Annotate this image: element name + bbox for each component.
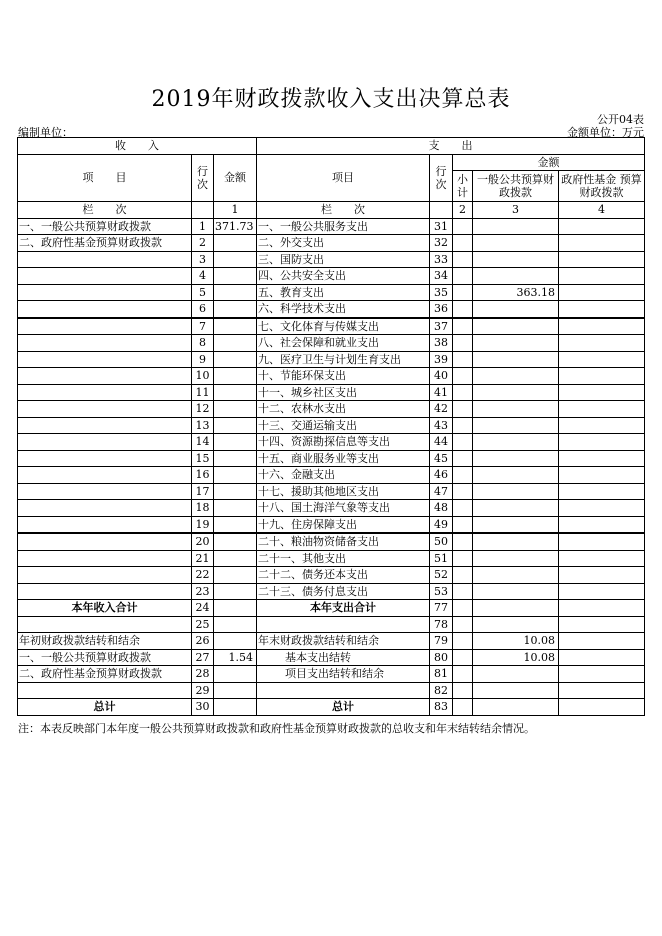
expense-line-no-cell: 44 bbox=[430, 434, 453, 451]
gov-fund-header: 政府性基金 预算财政拨款 bbox=[559, 171, 645, 202]
income-item-cell bbox=[18, 335, 192, 352]
income-amount-cell bbox=[214, 500, 257, 517]
gov-fund-cell bbox=[559, 417, 645, 434]
table-row bbox=[18, 351, 645, 368]
table-row bbox=[18, 682, 645, 699]
income-amount-cell bbox=[214, 567, 257, 584]
expense-item-cell: 十、节能环保支出 bbox=[257, 368, 430, 385]
income-amount-cell bbox=[214, 335, 257, 352]
general-budget-cell bbox=[473, 600, 559, 617]
subtotal-cell bbox=[453, 218, 473, 235]
subtotal-cell bbox=[453, 633, 473, 650]
gov-fund-cell bbox=[559, 268, 645, 285]
income-line-no-cell: 29 bbox=[192, 682, 214, 699]
gov-fund-cell bbox=[559, 450, 645, 467]
prepared-by-label: 编制单位： bbox=[18, 126, 73, 139]
table-row bbox=[18, 384, 645, 401]
gov-fund-cell bbox=[559, 284, 645, 301]
col-label-income: 栏 次 bbox=[18, 202, 192, 219]
subtotal-cell bbox=[453, 550, 473, 567]
income-line-no-cell: 20 bbox=[192, 533, 214, 550]
subtotal-header: 小计 bbox=[453, 171, 473, 202]
table-row bbox=[18, 600, 645, 617]
income-line-no-cell: 24 bbox=[192, 600, 214, 617]
table-row bbox=[18, 649, 645, 666]
general-budget-cell bbox=[473, 516, 559, 533]
general-budget-cell bbox=[473, 235, 559, 252]
subtotal-cell bbox=[453, 351, 473, 368]
income-line-no-cell: 8 bbox=[192, 335, 214, 352]
subtotal-cell bbox=[453, 417, 473, 434]
table-row bbox=[18, 318, 645, 335]
table-row bbox=[18, 368, 645, 385]
income-line-no-cell: 3 bbox=[192, 251, 214, 268]
subtotal-cell bbox=[453, 682, 473, 699]
income-item-cell: 总计 bbox=[18, 699, 192, 716]
income-line-no-cell: 21 bbox=[192, 550, 214, 567]
gov-fund-cell bbox=[559, 434, 645, 451]
expense-item-cell: 十三、交通运输支出 bbox=[257, 417, 430, 434]
expense-line-no-cell: 46 bbox=[430, 467, 453, 484]
general-budget-cell bbox=[473, 368, 559, 385]
expense-item-cell bbox=[257, 616, 430, 633]
gov-fund-cell bbox=[559, 351, 645, 368]
table-row bbox=[18, 483, 645, 500]
subtotal-cell bbox=[453, 666, 473, 683]
table-row bbox=[18, 699, 645, 716]
income-line-no-cell: 1 bbox=[192, 218, 214, 235]
gov-fund-cell bbox=[559, 318, 645, 335]
income-line-no-cell: 4 bbox=[192, 268, 214, 285]
table-row bbox=[18, 301, 645, 318]
general-budget-cell bbox=[473, 450, 559, 467]
expense-item-cell: 项目支出结转和结余 bbox=[257, 666, 430, 683]
gov-fund-cell bbox=[559, 483, 645, 500]
col-3: 3 bbox=[473, 202, 559, 219]
income-item-cell bbox=[18, 368, 192, 385]
general-budget-cell bbox=[473, 218, 559, 235]
expense-line-no-cell: 42 bbox=[430, 401, 453, 418]
general-budget-cell bbox=[473, 666, 559, 683]
expense-item-header: 项目 bbox=[257, 154, 430, 202]
income-item-cell: 一、一般公共预算财政拨款 bbox=[18, 218, 192, 235]
income-line-no-cell: 10 bbox=[192, 368, 214, 385]
expense-item-cell: 年末财政拨款结转和结余 bbox=[257, 633, 430, 650]
expense-line-no-cell: 48 bbox=[430, 500, 453, 517]
gov-fund-cell bbox=[559, 533, 645, 550]
general-budget-cell bbox=[473, 301, 559, 318]
income-line-no-cell: 19 bbox=[192, 516, 214, 533]
general-budget-cell bbox=[473, 500, 559, 517]
table-row bbox=[18, 567, 645, 584]
general-budget-cell bbox=[473, 567, 559, 584]
income-amount-cell: 371.73 bbox=[214, 218, 257, 235]
gov-fund-cell bbox=[559, 368, 645, 385]
income-item-cell: 二、政府性基金预算财政拨款 bbox=[18, 235, 192, 252]
income-line-no-cell: 25 bbox=[192, 616, 214, 633]
expense-item-cell: 一、一般公共服务支出 bbox=[257, 218, 430, 235]
income-line-no-cell: 18 bbox=[192, 500, 214, 517]
income-item-cell: 年初财政拨款结转和结余 bbox=[18, 633, 192, 650]
expense-line-no-cell: 37 bbox=[430, 318, 453, 335]
gov-fund-cell bbox=[559, 301, 645, 318]
income-amount-cell bbox=[214, 666, 257, 683]
income-item-cell bbox=[18, 251, 192, 268]
income-line-no-cell: 23 bbox=[192, 583, 214, 600]
table-row bbox=[18, 417, 645, 434]
income-amount-cell bbox=[214, 516, 257, 533]
general-budget-cell bbox=[473, 351, 559, 368]
income-amount-cell bbox=[214, 301, 257, 318]
expense-line-no-cell: 83 bbox=[430, 699, 453, 716]
income-item-cell bbox=[18, 351, 192, 368]
general-budget-cell bbox=[473, 251, 559, 268]
gov-fund-cell bbox=[559, 567, 645, 584]
table-row bbox=[18, 533, 645, 550]
income-item-cell bbox=[18, 384, 192, 401]
subtotal-cell bbox=[453, 251, 473, 268]
income-item-cell bbox=[18, 450, 192, 467]
income-amount-cell bbox=[214, 417, 257, 434]
general-budget-cell: 10.08 bbox=[473, 633, 559, 650]
expense-item-cell: 二十、粮油物资储备支出 bbox=[257, 533, 430, 550]
income-amount-cell bbox=[214, 368, 257, 385]
subtotal-cell bbox=[453, 583, 473, 600]
income-item-cell: 一、一般公共预算财政拨款 bbox=[18, 649, 192, 666]
expense-item-cell: 六、科学技术支出 bbox=[257, 301, 430, 318]
general-budget-cell bbox=[473, 682, 559, 699]
expense-item-cell: 十四、资源勘探信息等支出 bbox=[257, 434, 430, 451]
gov-fund-cell bbox=[559, 666, 645, 683]
general-budget-header: 一般公共预算财政拨款 bbox=[473, 171, 559, 202]
table-row bbox=[18, 401, 645, 418]
expense-line-no-cell: 79 bbox=[430, 633, 453, 650]
general-budget-cell bbox=[473, 384, 559, 401]
subtotal-cell bbox=[453, 284, 473, 301]
expense-item-cell: 本年支出合计 bbox=[257, 600, 430, 617]
income-line-no-cell: 28 bbox=[192, 666, 214, 683]
income-line-no-cell: 30 bbox=[192, 699, 214, 716]
table-row bbox=[18, 583, 645, 600]
income-item-cell bbox=[18, 533, 192, 550]
income-header: 收 入 bbox=[18, 138, 257, 155]
expense-line-no-cell: 47 bbox=[430, 483, 453, 500]
table-row bbox=[18, 335, 645, 352]
expense-line-no-cell: 53 bbox=[430, 583, 453, 600]
subtotal-cell bbox=[453, 567, 473, 584]
gov-fund-cell bbox=[559, 251, 645, 268]
income-amount-cell bbox=[214, 268, 257, 285]
subtotal-cell bbox=[453, 268, 473, 285]
subtotal-cell bbox=[453, 467, 473, 484]
expense-item-cell: 二十二、债务还本支出 bbox=[257, 567, 430, 584]
expense-line-no-cell: 39 bbox=[430, 351, 453, 368]
subtotal-cell bbox=[453, 516, 473, 533]
expense-line-no-cell: 43 bbox=[430, 417, 453, 434]
subtotal-cell bbox=[453, 401, 473, 418]
expense-item-cell: 十一、城乡社区支出 bbox=[257, 384, 430, 401]
income-amount-cell bbox=[214, 583, 257, 600]
expense-item-cell: 九、医疗卫生与计划生育支出 bbox=[257, 351, 430, 368]
income-amount-cell bbox=[214, 284, 257, 301]
income-amount-cell: 1.54 bbox=[214, 649, 257, 666]
subtotal-cell bbox=[453, 500, 473, 517]
general-budget-cell bbox=[473, 318, 559, 335]
income-amount-cell bbox=[214, 467, 257, 484]
gov-fund-cell bbox=[559, 699, 645, 716]
amount-group-header: 金额 bbox=[453, 154, 645, 171]
expense-item-cell: 七、文化体育与传媒支出 bbox=[257, 318, 430, 335]
subtotal-cell bbox=[453, 368, 473, 385]
income-amount-cell bbox=[214, 318, 257, 335]
expense-item-cell: 十二、农林水支出 bbox=[257, 401, 430, 418]
general-budget-cell bbox=[473, 335, 559, 352]
expense-line-no-cell: 50 bbox=[430, 533, 453, 550]
income-item-cell bbox=[18, 682, 192, 699]
gov-fund-cell bbox=[559, 384, 645, 401]
income-line-no-cell: 15 bbox=[192, 450, 214, 467]
table-row bbox=[18, 434, 645, 451]
gov-fund-cell bbox=[559, 516, 645, 533]
income-line-no-cell: 9 bbox=[192, 351, 214, 368]
expense-line-no-cell: 51 bbox=[430, 550, 453, 567]
subtotal-cell bbox=[453, 699, 473, 716]
expense-item-cell: 十六、金融支出 bbox=[257, 467, 430, 484]
income-line-no-cell: 16 bbox=[192, 467, 214, 484]
income-amount-cell bbox=[214, 550, 257, 567]
expense-item-cell: 三、国防支出 bbox=[257, 251, 430, 268]
expense-line-no-cell: 32 bbox=[430, 235, 453, 252]
income-amount-cell bbox=[214, 235, 257, 252]
table-row bbox=[18, 235, 645, 252]
expense-item-cell: 十八、国土海洋气象等支出 bbox=[257, 500, 430, 517]
table-row bbox=[18, 500, 645, 517]
expense-line-no-cell: 49 bbox=[430, 516, 453, 533]
income-item-cell bbox=[18, 417, 192, 434]
expense-item-cell: 二、外交支出 bbox=[257, 235, 430, 252]
income-amount-cell bbox=[214, 533, 257, 550]
income-amount-cell bbox=[214, 434, 257, 451]
subtotal-cell bbox=[453, 434, 473, 451]
income-amount-cell bbox=[214, 251, 257, 268]
table-row bbox=[18, 616, 645, 633]
income-line-no-cell: 7 bbox=[192, 318, 214, 335]
general-budget-cell bbox=[473, 401, 559, 418]
income-amount-cell bbox=[214, 483, 257, 500]
table-row bbox=[18, 550, 645, 567]
subtotal-cell bbox=[453, 483, 473, 500]
income-item-cell bbox=[18, 583, 192, 600]
income-item-cell bbox=[18, 268, 192, 285]
expense-line-no-cell: 38 bbox=[430, 335, 453, 352]
expense-line-no-cell: 36 bbox=[430, 301, 453, 318]
table-row bbox=[18, 633, 645, 650]
gov-fund-cell bbox=[559, 616, 645, 633]
expense-line-no-cell: 35 bbox=[430, 284, 453, 301]
general-budget-cell bbox=[473, 699, 559, 716]
expense-item-cell: 十九、住房保障支出 bbox=[257, 516, 430, 533]
table-row bbox=[18, 467, 645, 484]
income-item-cell bbox=[18, 500, 192, 517]
expense-line-no-cell: 52 bbox=[430, 567, 453, 584]
subtotal-cell bbox=[453, 649, 473, 666]
income-item-cell bbox=[18, 467, 192, 484]
general-budget-cell bbox=[473, 550, 559, 567]
table-row bbox=[18, 251, 645, 268]
expense-line-no-cell: 40 bbox=[430, 368, 453, 385]
income-line-no-cell: 13 bbox=[192, 417, 214, 434]
general-budget-cell bbox=[473, 467, 559, 484]
subtotal-cell bbox=[453, 235, 473, 252]
expense-item-cell: 二十三、债务付息支出 bbox=[257, 583, 430, 600]
income-amount-cell bbox=[214, 699, 257, 716]
table-row bbox=[18, 450, 645, 467]
general-budget-cell bbox=[473, 533, 559, 550]
gov-fund-cell bbox=[559, 467, 645, 484]
income-item-cell bbox=[18, 483, 192, 500]
general-budget-cell bbox=[473, 583, 559, 600]
subtotal-cell bbox=[453, 600, 473, 617]
subtotal-cell bbox=[453, 533, 473, 550]
footnote: 注：本表反映部门本年度一般公共预算财政拨款和政府性基金预算财政拨款的总收支和年末结转结余情况。 bbox=[18, 722, 535, 735]
income-item-cell bbox=[18, 401, 192, 418]
income-line-no-cell: 17 bbox=[192, 483, 214, 500]
income-line-no-cell: 26 bbox=[192, 633, 214, 650]
income-amount-cell bbox=[214, 384, 257, 401]
table-row bbox=[18, 516, 645, 533]
income-amount-cell bbox=[214, 450, 257, 467]
subtotal-cell bbox=[453, 384, 473, 401]
gov-fund-cell bbox=[559, 633, 645, 650]
income-item-cell bbox=[18, 616, 192, 633]
income-amount-header: 金额 bbox=[214, 154, 257, 202]
income-line-no-header: 行次 bbox=[192, 154, 214, 202]
general-budget-cell: 10.08 bbox=[473, 649, 559, 666]
gov-fund-cell bbox=[559, 335, 645, 352]
general-budget-cell bbox=[473, 268, 559, 285]
income-line-no-cell: 11 bbox=[192, 384, 214, 401]
income-amount-cell bbox=[214, 401, 257, 418]
expense-line-no-cell: 31 bbox=[430, 218, 453, 235]
income-line-no-cell: 6 bbox=[192, 301, 214, 318]
subtotal-cell bbox=[453, 335, 473, 352]
expense-line-no-cell: 80 bbox=[430, 649, 453, 666]
general-budget-cell bbox=[473, 434, 559, 451]
subtotal-cell bbox=[453, 450, 473, 467]
col-1: 1 bbox=[214, 202, 257, 219]
income-item-cell: 本年收入合计 bbox=[18, 600, 192, 617]
income-item-cell bbox=[18, 516, 192, 533]
subtotal-cell bbox=[453, 301, 473, 318]
table-row bbox=[18, 284, 645, 301]
expense-line-no-cell: 45 bbox=[430, 450, 453, 467]
gov-fund-cell bbox=[559, 500, 645, 517]
expense-item-cell: 四、公共安全支出 bbox=[257, 268, 430, 285]
gov-fund-cell bbox=[559, 235, 645, 252]
income-item-cell bbox=[18, 567, 192, 584]
income-amount-cell bbox=[214, 600, 257, 617]
expense-item-cell: 二十一、其他支出 bbox=[257, 550, 430, 567]
expense-line-no-cell: 34 bbox=[430, 268, 453, 285]
expense-line-no-cell: 81 bbox=[430, 666, 453, 683]
table-row bbox=[18, 218, 645, 235]
expense-header: 支 出 bbox=[257, 138, 645, 155]
expense-line-no-cell: 33 bbox=[430, 251, 453, 268]
income-line-no-cell: 12 bbox=[192, 401, 214, 418]
form-code: 公开04表 bbox=[597, 113, 644, 126]
table-row bbox=[18, 268, 645, 285]
gov-fund-cell bbox=[559, 550, 645, 567]
budget-table bbox=[17, 137, 645, 716]
income-line-no-cell: 5 bbox=[192, 284, 214, 301]
expense-line-no-cell: 82 bbox=[430, 682, 453, 699]
general-budget-cell bbox=[473, 483, 559, 500]
col-2: 2 bbox=[453, 202, 473, 219]
income-amount-cell bbox=[214, 682, 257, 699]
income-line-no-cell: 27 bbox=[192, 649, 214, 666]
expense-item-cell: 五、教育支出 bbox=[257, 284, 430, 301]
subtotal-cell bbox=[453, 318, 473, 335]
income-item-cell bbox=[18, 318, 192, 335]
income-amount-cell bbox=[214, 351, 257, 368]
income-item-header: 项 目 bbox=[18, 154, 192, 202]
expense-item-cell: 十七、援助其他地区支出 bbox=[257, 483, 430, 500]
expense-line-no-cell: 41 bbox=[430, 384, 453, 401]
income-line-no-cell: 22 bbox=[192, 567, 214, 584]
gov-fund-cell bbox=[559, 600, 645, 617]
income-amount-cell bbox=[214, 633, 257, 650]
col-4: 4 bbox=[559, 202, 645, 219]
income-item-cell bbox=[18, 301, 192, 318]
gov-fund-cell bbox=[559, 682, 645, 699]
expense-item-cell: 基本支出结转 bbox=[257, 649, 430, 666]
income-item-cell bbox=[18, 434, 192, 451]
expense-line-no-cell: 77 bbox=[430, 600, 453, 617]
expense-item-cell: 十五、商业服务业等支出 bbox=[257, 450, 430, 467]
expense-item-cell bbox=[257, 682, 430, 699]
table-row bbox=[18, 666, 645, 683]
gov-fund-cell bbox=[559, 649, 645, 666]
expense-line-no-header: 行次 bbox=[430, 154, 453, 202]
gov-fund-cell bbox=[559, 583, 645, 600]
income-line-no-cell: 2 bbox=[192, 235, 214, 252]
subtotal-cell bbox=[453, 616, 473, 633]
general-budget-cell bbox=[473, 417, 559, 434]
general-budget-cell: 363.18 bbox=[473, 284, 559, 301]
col-label-expense: 栏 次 bbox=[257, 202, 430, 219]
income-amount-cell bbox=[214, 616, 257, 633]
expense-line-no-cell: 78 bbox=[430, 616, 453, 633]
general-budget-cell bbox=[473, 616, 559, 633]
amount-unit-label: 金额单位：万元 bbox=[567, 126, 644, 139]
report-title: 2019年财政拨款收入支出决算总表 bbox=[151, 87, 511, 112]
gov-fund-cell bbox=[559, 401, 645, 418]
income-item-cell: 二、政府性基金预算财政拨款 bbox=[18, 666, 192, 683]
income-item-cell bbox=[18, 550, 192, 567]
gov-fund-cell bbox=[559, 218, 645, 235]
expense-item-cell: 总计 bbox=[257, 699, 430, 716]
income-line-no-cell: 14 bbox=[192, 434, 214, 451]
expense-item-cell: 八、社会保障和就业支出 bbox=[257, 335, 430, 352]
income-item-cell bbox=[18, 284, 192, 301]
